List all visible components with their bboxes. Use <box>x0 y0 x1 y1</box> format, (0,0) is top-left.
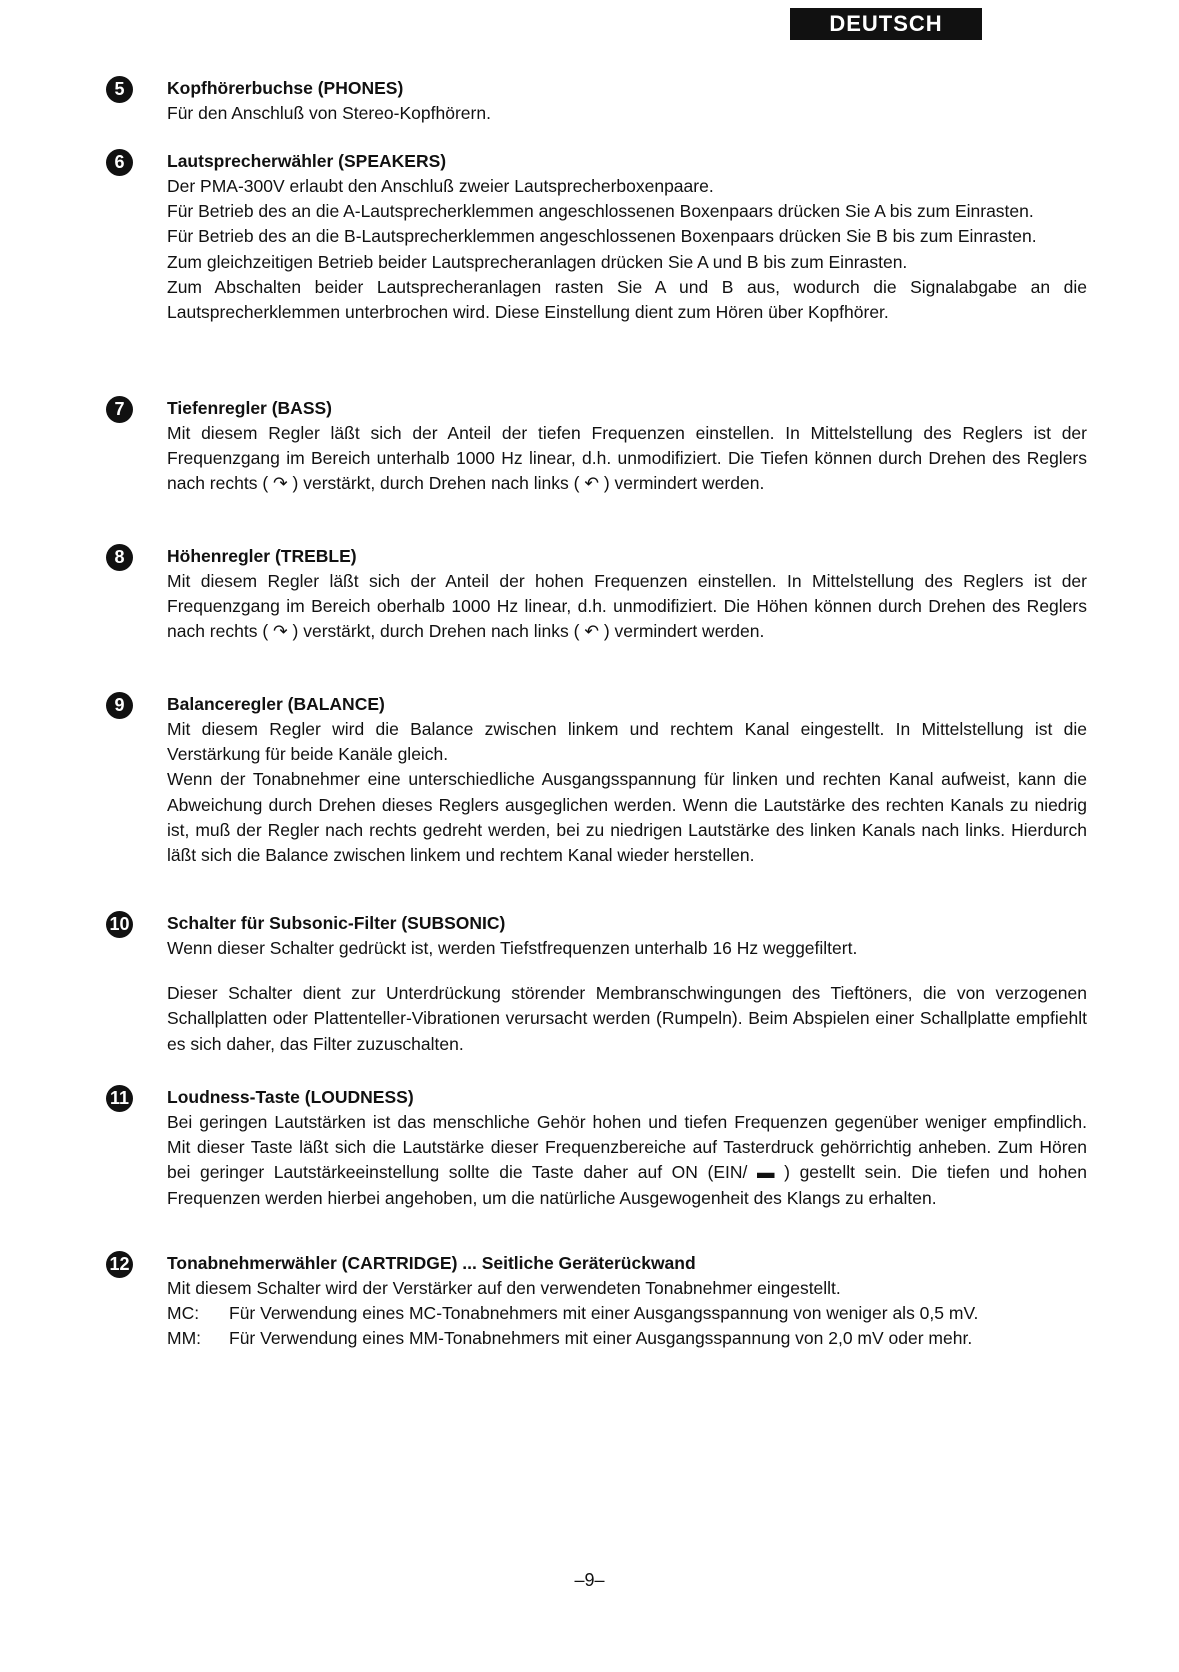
section-text: Der PMA-300V erlaubt den Anschluß zweier Lautsprecherboxenpaare. <box>167 176 714 196</box>
section-number-badge: 5 <box>106 76 133 103</box>
section-number-badge: 6 <box>106 149 133 176</box>
option-label: MM: <box>167 1328 202 1349</box>
section-text: Für den Anschluß von Stereo-Kopfhörern. <box>167 103 491 123</box>
section-balance <box>114 692 1087 868</box>
section-text: Mit diesem Regler läßt sich der Anteil der hohen Frequenzen einstellen. In Mittelstellung des Reglers ist der Frequenzgang im Bereich oberhalb 1000 Hz linear, d.h. unmodifiziert. Die Höhen können durch Drehen des Reglers nach rechts ( ↷ ) verstärkt, durch Drehen nach links ( ↶ ) vermindert werden. <box>167 571 1087 642</box>
option-text: Für Verwendung eines MM-Tonabnehmers mit einer Ausgangsspannung von 2,0 mV oder mehr. <box>229 1328 973 1349</box>
section-text: Wenn der Tonabnehmer eine unterschiedliche Ausgangsspannung für linken und rechten Kanal aufweist, kann die Abweichung durch Drehen dieses Reglers ausgeglichen werden. Wenn die Lautstärke des rechten Kanals zu niedrig ist, muß der Regler nach rechts gedreht werden, bei zu niedrigen Lautstärke des linken Kanals nach links. Hierdurch läßt sich die Balance zwischen linkem und rechtem Kanal wieder herstellen. <box>167 769 1087 866</box>
section-text: Für Betrieb des an die B-Lautsprecherklemmen angeschlossenen Boxenpaars drücken Sie B bis zum Einrasten. <box>167 226 1037 247</box>
section-number-badge: 11 <box>106 1085 133 1112</box>
section-number-badge: 9 <box>106 692 133 719</box>
page-number: –9– <box>574 1570 605 1590</box>
section-text: Für Betrieb des an die A-Lautsprecherklemmen angeschlossenen Boxenpaars drücken Sie A bis zum Einrasten. <box>167 201 1034 222</box>
section-number-badge: 10 <box>106 911 133 938</box>
language-tab: DEUTSCH <box>790 8 982 40</box>
section-title: Schalter für Subsonic-Filter (SUBSONIC) <box>167 913 506 933</box>
section-text: Bei geringen Lautstärken ist das menschliche Gehör hohen und tiefen Frequenzen gegenüber weniger empfindlich. Mit dieser Taste läßt sich die Lautstärke dieser Frequenzbereiche auf Tasterdruck gehörrichtig anheben. Zum Hören bei geringer Lautstärkeeinstellung sollte die Taste daher auf ON (EIN/ ▬ ) gestellt sein. Die tiefen und hohen Frequenzen werden hierbei angehoben, um die natürliche Ausgewogenheit des Klangs zu erhalten. <box>167 1112 1087 1208</box>
section-title: Kopfhörerbuchse (PHONES) <box>167 78 404 98</box>
section-number-badge: 12 <box>106 1251 133 1278</box>
section-text: Mit diesem Regler läßt sich der Anteil der tiefen Frequenzen einstellen. In Mittelstellung des Reglers ist der Frequenzgang im Bereich unterhalb 1000 Hz linear, d.h. unmodifiziert. Die Tiefen können durch Drehen des Reglers nach rechts ( ↷ ) verstärkt, durch Drehen nach links ( ↶ ) vermindert werden. <box>167 423 1087 494</box>
section-phones <box>114 76 1087 126</box>
section-speakers <box>114 149 1087 325</box>
section-cartridge <box>109 1251 1087 1352</box>
section-title: Lautsprecherwähler (SPEAKERS) <box>167 151 447 171</box>
section-text: Mit diesem Schalter wird der Verstärker auf den verwendeten Tonabnehmer eingestellt. <box>167 1278 841 1298</box>
cartridge-option-mm <box>167 1326 1087 1351</box>
section-bass <box>114 396 1087 497</box>
cartridge-option-mc <box>167 1301 1087 1326</box>
section-number-badge: 8 <box>106 544 133 571</box>
section-text: Mit diesem Regler wird die Balance zwischen linkem und rechtem Kanal eingestellt. In Mittelstellung ist die Verstärkung für beide Kanäle gleich. <box>167 719 1087 765</box>
section-title: Loudness-Taste (LOUDNESS) <box>167 1087 414 1107</box>
section-text: Zum gleichzeitigen Betrieb beider Lautsprecheranlagen drücken Sie A und B bis zum Einrasten. <box>167 251 908 272</box>
section-title: Balanceregler (BALANCE) <box>167 694 385 714</box>
section-number-badge: 7 <box>106 396 133 423</box>
section-text: Wenn dieser Schalter gedrückt ist, werden Tiefstfrequenzen unterhalb 16 Hz weggefiltert. <box>167 938 858 958</box>
section-text: Zum Abschalten beider Lautsprecheranlagen rasten Sie A und B aus, wodurch die Signalabgabe an die Lautsprecherklemmen unterbrochen wird. Diese Einstellung dient zum Hören über Kopfhörer. <box>167 276 1087 323</box>
option-label: MC: <box>167 1303 200 1324</box>
section-treble <box>114 544 1087 645</box>
option-text: Für Verwendung eines MC-Tonabnehmers mit einer Ausgangsspannung von weniger als 0,5 mV. <box>229 1303 979 1324</box>
section-subsonic <box>109 911 1087 1057</box>
section-title: Tonabnehmerwähler (CARTRIDGE) ... Seitliche Geräterückwand <box>167 1253 696 1273</box>
section-text: Dieser Schalter dient zur Unterdrückung störender Membranschwingungen des Tieftöners, die von verzogenen Schallplatten oder Plattenteller-Vibrationen verursacht werden (Rumpeln). Beim Abspielen einer Schallplatte empfiehlt es sich daher, das Filter zuzuschalten. <box>167 983 1087 1054</box>
section-title: Tiefenregler (BASS) <box>167 398 332 418</box>
section-title: Höhenregler (TREBLE) <box>167 546 357 566</box>
section-loudness <box>109 1085 1087 1211</box>
